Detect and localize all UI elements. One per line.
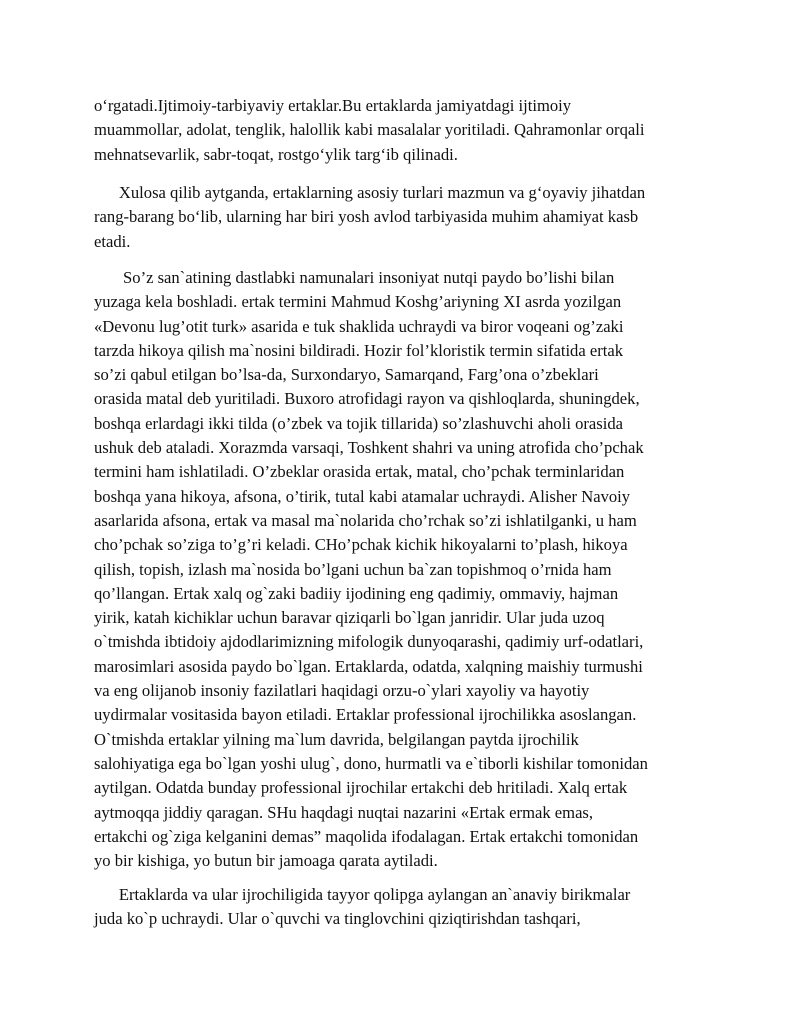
text-line: etadi. — [94, 231, 131, 251]
text-line: va eng olijanob insoniy fazilatlari haqidagi orzu-o`ylari xayoliy va hayotiy — [94, 681, 590, 701]
paragraph-2 — [94, 181, 734, 254]
text-line: «Devonu lug’otit turk» asarida e tuk shaklida uchraydi va biror voqeani og’zaki — [94, 316, 624, 336]
paragraph-3 — [94, 266, 734, 873]
text-line: so’zi qabul etilgan bo’lsa-da, Surxondaryo, Samarqand, Farg’ona o’zbeklari — [94, 365, 599, 385]
text-line: ushuk deb ataladi. Xorazmda varsaqi, Toshkent shahri va uning atrofida cho’pchak — [94, 438, 644, 458]
text-line: O`tmishda ertaklar yilning ma`lum davrida, belgilangan paytda ijrochilik — [94, 729, 579, 749]
text-line: yuzaga kela boshladi. ertak termini Mahmud Koshg’ariyning XI asrda yozilgan — [94, 292, 622, 312]
text-line: qo’llangan. Ertak xalq og`zaki badiiy ijodining eng qadimiy, ommaviy, hajman — [94, 583, 619, 603]
text-line: marosimlari asosida paydo bo`lgan. Ertaklarda, odatda, xalqning maishiy turmushi — [94, 656, 643, 676]
text-line: qilish, topish, izlash ma`nosida bo’lgani uchun ba`zan topishmoq o’rnida ham — [94, 559, 612, 579]
text-line: Xulosa qilib aytganda, ertaklarning asosiy turlari mazmun va g‘oyaviy jihatdan — [94, 183, 646, 202]
text-line: juda ko`p uchraydi. Ular o`quvchi va tinglovchini qiziqtirishdan tashqari, — [94, 909, 581, 929]
text-line: ertakchi og`ziga kelganini demas” maqolida ifodalagan. Ertak ertakchi tomonidan — [94, 826, 639, 846]
paragraph-4 — [94, 883, 734, 932]
paragraph-1 — [94, 94, 734, 167]
text-line: boshqa yana hikoya, afsona, o’tirik, tutal kabi atamalar uchraydi. Alisher Navoiy — [94, 486, 631, 506]
text-line: mehnatsevarlik, sabr-toqat, rostgo‘ylik targ‘ib qilinadi. — [94, 144, 458, 164]
text-line: aytmoqqa jiddiy qaragan. SHu haqdagi nuqtai nazarini «Ertak ermak emas, — [94, 802, 594, 822]
text-line: orasida matal deb yuritiladi. Buxoro atrofidagi rayon va qishloqlarda, shuningdek, — [94, 389, 640, 409]
text-line: So’z san`atining dastlabki namunalari insoniyat nutqi paydo bo’lishi bilan — [94, 268, 615, 287]
text-line: salohiyatiga ega bo`lgan yoshi ulug`, dono, hurmatli va e`tiborli kishilar tomonidan — [94, 753, 648, 773]
text-line: boshqa erlardagi ikki tilda (o’zbek va tojik tillarida) so’zlashuvchi aholi orasida — [94, 413, 623, 433]
text-line: termini ham ishlatiladi. O’zbeklar orasida ertak, matal, cho’pchak terminlaridan — [94, 462, 625, 482]
text-line: yo bir kishiga, yo butun bir jamoaga qarata aytiladi. — [94, 851, 438, 871]
text-line: yirik, katah kichiklar uchun baravar qiziqarli bo`lgan janridir. Ular juda uzoq — [94, 608, 605, 628]
text-line: muammollar, adolat, tenglik, halollik kabi masalalar yoritiladi. Qahramonlar orqali — [94, 120, 645, 140]
text-line: aytilgan. Odatda bunday professional ijrochilar ertakchi deb hritiladi. Xalq ertak — [94, 778, 628, 798]
text-line: o`tmishda ibtidoiy ajdodlarimizning mifologik dunyoqarashi, qadimiy urf-odatlari, — [94, 632, 644, 652]
text-line: asarlarida afsona, ertak va masal ma`nolarida cho’rchak so’zi ishlatilganki, u ham — [94, 510, 637, 530]
text-line: o‘rgatadi.Ijtimoiy-tarbiyaviy ertaklar.Bu ertaklarda jamiyatdagi ijtimoiy — [94, 96, 572, 115]
text-line: Ertaklarda va ular ijrochiligida tayyor qolipga aylangan an`anaviy birikmalar — [94, 885, 631, 904]
text-line: uydirmalar vositasida bayon etiladi. Ertaklar professional ijrochilikka asoslangan. — [94, 705, 637, 725]
text-line: cho’pchak so’ziga to’g’ri keladi. CHo’pchak kichik hikoyalarni to’plash, hikoya — [94, 535, 628, 555]
text-line: rang-barang bo‘lib, ularning har biri yosh avlod tarbiyasida muhim ahamiyat kasb — [94, 207, 639, 227]
text-line: tarzda hikoya qilish ma`nosini bildiradi. Hozir fol’kloristik termin sifatida ertak — [94, 340, 624, 360]
